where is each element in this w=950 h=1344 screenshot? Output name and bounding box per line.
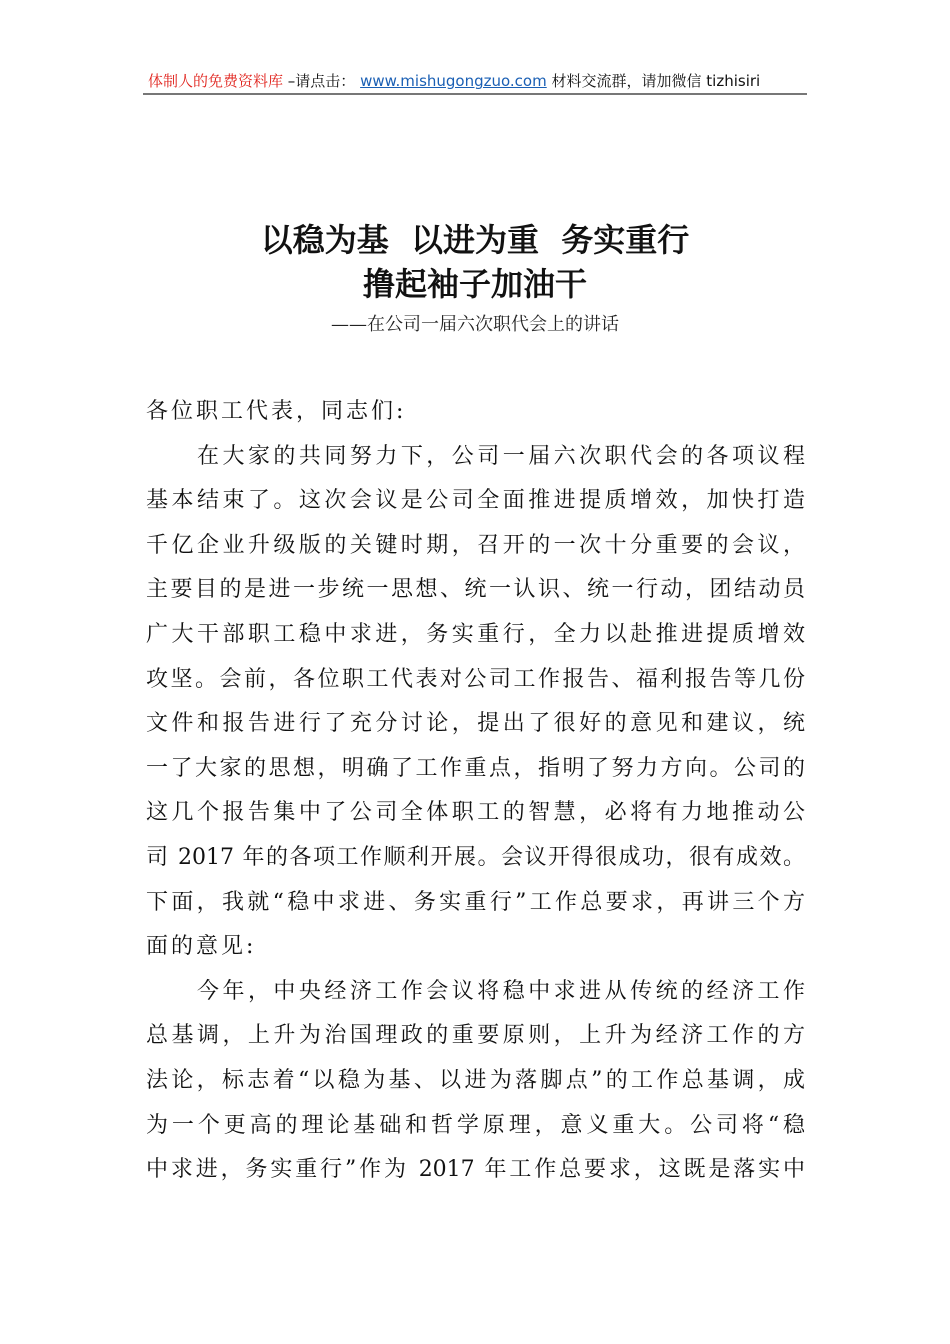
title-line-2: 撸起袖子加油干	[362, 265, 587, 303]
body-line: 主要目的是进一步统一思想、统一认识、统一行动，团结动员	[146, 577, 805, 603]
body-line: 今年，中央经济工作会议将稳中求进从传统的经济工作	[197, 978, 805, 1004]
body-line: 广大干部职工稳中求进，务实重行，全力以赴推进提质增效	[146, 621, 805, 647]
body-line: 在大家的共同努力下，公司一届六次职代会的各项议程	[197, 443, 805, 469]
body-line: 一了大家的思想，明确了工作重点，指明了努力方向。公司的	[146, 755, 805, 781]
body-line: 面的意见:	[146, 934, 257, 960]
header-brand: 体制人的免费资料库	[148, 72, 284, 90]
body-line: 司 2017 年的各项工作顺利开展。会议开得很成功，很有成效。	[146, 844, 805, 870]
header-link[interactable]: www.mishugongzuo.com	[360, 72, 547, 90]
body-line: 文件和报告进行了充分讨论，提出了很好的意见和建议，统	[146, 711, 805, 737]
body-line: 千亿企业升级版的关键时期，召开的一次十分重要的会议，	[146, 532, 805, 558]
subtitle: ——在公司一届六次职代会上的讲话	[331, 314, 619, 335]
body-text	[146, 395, 805, 1198]
body-line: 总基调，上升为治国理政的重要原则，上升为经济工作的方	[146, 1023, 805, 1049]
body-line: 为一个更高的理论基础和哲学原理，意义重大。公司将“稳	[146, 1112, 805, 1138]
header-tail: 材料交流群，请加微信 tizhisiri	[551, 72, 761, 90]
body-line: 各位职工代表，同志们:	[146, 399, 407, 424]
header-prompt: –请点击：	[287, 72, 356, 90]
title-line-1: 以稳为基 以进为重 务实重行	[260, 221, 690, 259]
page-header	[148, 70, 808, 91]
body-line: 法论，标志着“以稳为基、以进为落脚点”的工作总基调，成	[146, 1067, 805, 1093]
body-line: 攻坚。会前，各位职工代表对公司工作报告、福利报告等几份	[146, 666, 805, 692]
body-line: 中求进，务实重行”作为 2017 年工作总要求，这既是落实中	[146, 1157, 805, 1183]
header-divider	[143, 93, 807, 95]
body-line: 基本结束了。这次会议是公司全面推进提质增效，加快打造	[146, 488, 805, 514]
body-line: 下面，我就“稳中求进、务实重行”工作总要求，再讲三个方	[146, 889, 805, 915]
body-line: 这几个报告集中了公司全体职工的智慧，必将有力地推动公	[146, 800, 805, 826]
